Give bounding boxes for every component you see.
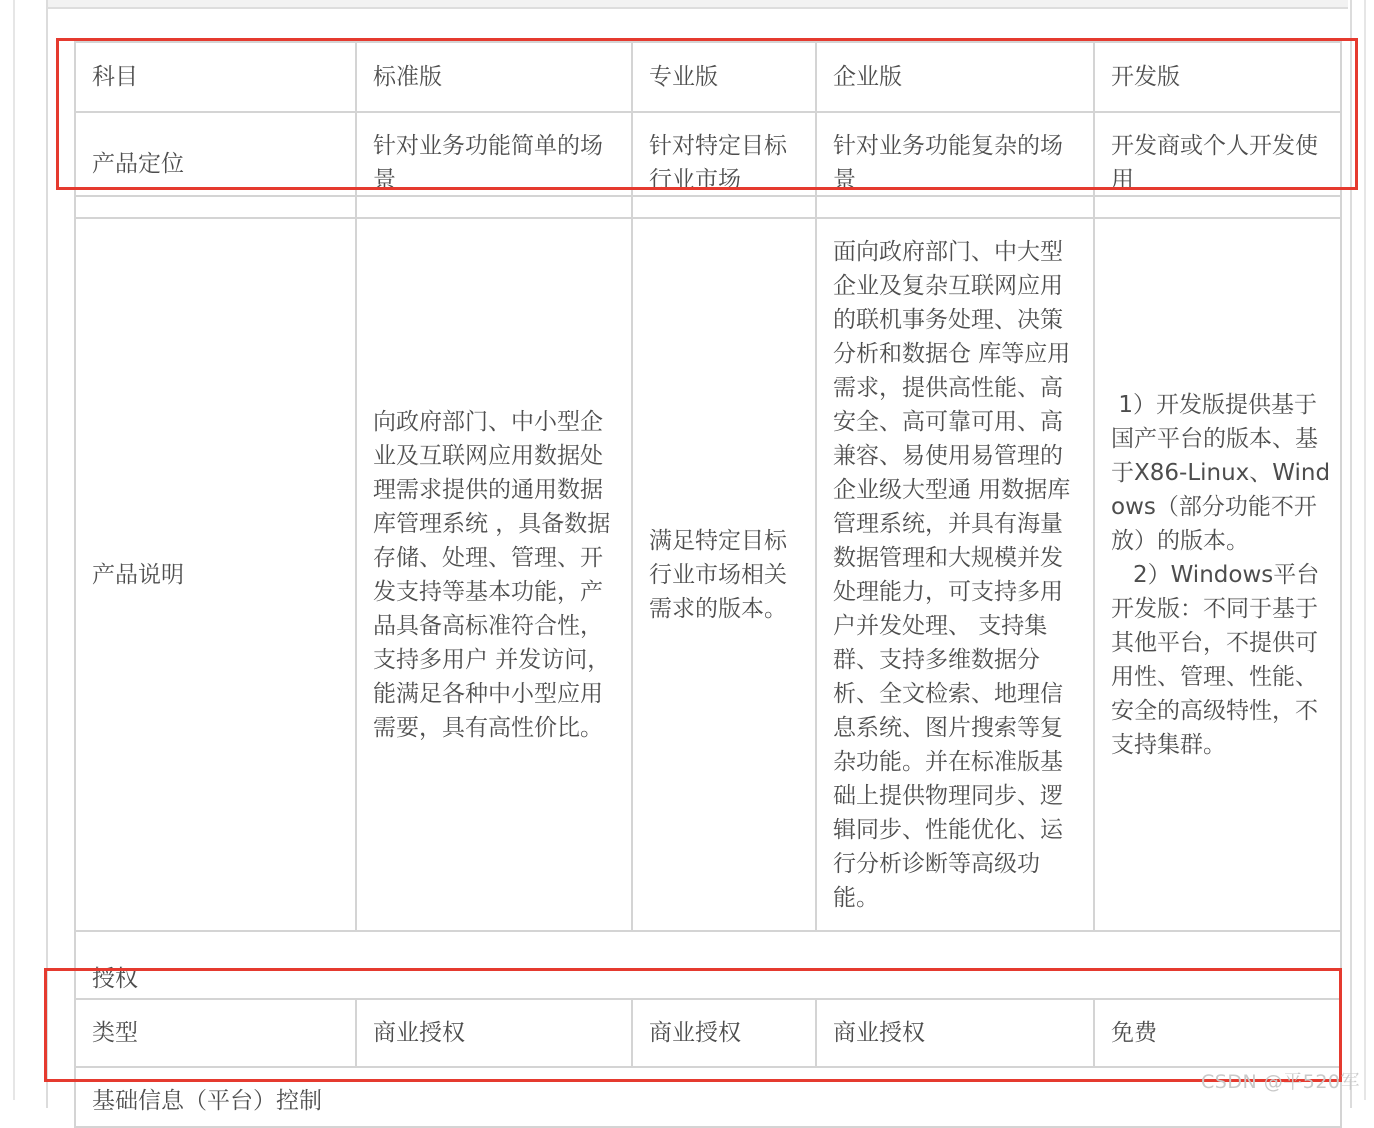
- positioning-label-text: 产品定位: [92, 151, 184, 177]
- spacer-cell: [356, 196, 632, 218]
- positioning-enterprise-text: 针对业务功能复杂的场景: [833, 133, 1063, 191]
- page-left-border: [13, 0, 15, 1100]
- table-row-spacer: [75, 196, 1341, 218]
- panel-top-strip: [48, 0, 1348, 9]
- page-right-border: [1364, 0, 1366, 1100]
- header-professional: 专业版: [632, 42, 816, 112]
- description-professional: 满足特定目标行业市场相关需求的版本。: [632, 218, 816, 931]
- license-type-label: 类型: [75, 999, 356, 1067]
- table-row-next-section: [75, 1067, 1341, 1127]
- description-label: 产品说明: [75, 218, 356, 931]
- spacer-cell: [816, 196, 1094, 218]
- header-developer: 开发版: [1094, 42, 1341, 112]
- license-type-professional: 商业授权: [632, 999, 816, 1067]
- header-subject: 科目: [75, 42, 356, 112]
- next-section-cell: [75, 1067, 1341, 1127]
- table-row-header: [75, 42, 1341, 112]
- spacer-cell: [75, 196, 356, 218]
- positioning-enterprise: [816, 112, 1094, 196]
- description-enterprise: 面向政府部门、中大型企业及复杂互联网应用的联机事务处理、决策分析和数据仓 库等应用需求，提供高性能、高安全、高可靠可用、高兼容、易使用易管理的企业级大型通 用数据库管理系统，并具有海量数据管理和大规模并发处理能力，可支持多用户并发处理、 支持集群、支持多维数据分析、全文检索、地理信息系统、图片搜索等复杂功能。并在标准版基础上提供物理同步、逻辑同步、性能优化、运行分析诊断等高级功能。: [816, 218, 1094, 931]
- positioning-label: [75, 112, 356, 196]
- csdn-watermark: CSDN @平520军: [1201, 1071, 1360, 1093]
- spacer-cell: [1094, 196, 1341, 218]
- table-row-license-type: [75, 999, 1341, 1067]
- table-row-license-section: [75, 931, 1341, 999]
- license-type-enterprise: 商业授权: [816, 999, 1094, 1067]
- description-developer-part2: 2）Windows平台开发版：不同于基于其他平台，不提供可用性、管理、性能、安全的高级特性，不支持集群。: [1111, 561, 1320, 758]
- edition-comparison-table: [74, 41, 1342, 1128]
- positioning-standard: [356, 112, 632, 196]
- description-standard: 向政府部门、中小型企业及互联网应用数据处理需求提供的通用数据库管理系统 ，具备数据存储、处理、管理、开发支持等基本功能，产品具备高标准符合性，支持多用户 并发访问，能满足各种中小型应用需要，具有高性价比。: [356, 218, 632, 931]
- spacer-cell: [632, 196, 816, 218]
- license-type-standard: 商业授权: [356, 999, 632, 1067]
- license-section-cell: [75, 931, 1341, 999]
- license-type-developer: 免费: [1094, 999, 1341, 1067]
- positioning-standard-text: 针对业务功能简单的场景: [373, 133, 603, 191]
- description-developer: [1094, 218, 1341, 931]
- positioning-professional-text: 针对特定目标行业市场: [649, 133, 787, 191]
- header-enterprise: 企业版: [816, 42, 1094, 112]
- description-developer-part1: 1）开发版提供基于国产平台的版本、基于X86-Linux、Windows（部分功能不开放）的版本。: [1111, 391, 1331, 554]
- table-row-description: [75, 218, 1341, 931]
- next-section-title: 基础信息（平台）控制: [92, 1088, 322, 1114]
- positioning-developer-text: 开发商或个人开发使用: [1111, 133, 1318, 191]
- header-standard: 标准版: [356, 42, 632, 112]
- positioning-developer: [1094, 112, 1341, 196]
- table-row-positioning: [75, 112, 1341, 196]
- positioning-professional: [632, 112, 816, 196]
- license-section-title: 授权: [92, 966, 138, 992]
